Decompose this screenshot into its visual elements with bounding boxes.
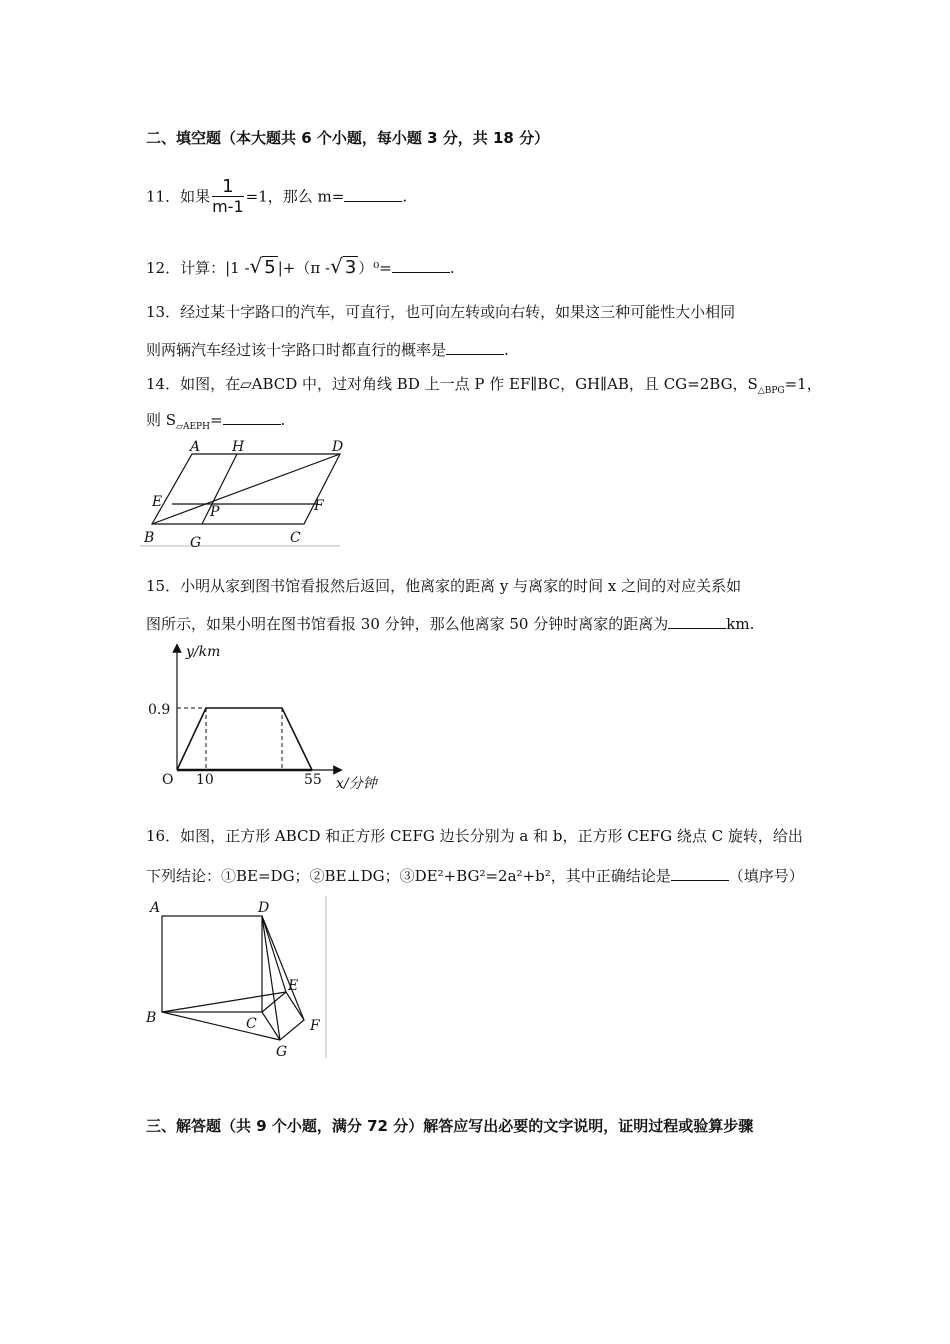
q16-text: 下列结论：①BE=DG；②BE⊥DG；③DE²+BG²=2a²+b²，其中正确结论是 (146, 867, 671, 885)
diagonal-bd (152, 454, 340, 524)
q14-line2-prefix: 则 S (146, 411, 177, 429)
question-15-line1: 15．小明从家到图书馆看报然后返回，他离家的距离 y 与离家的时间 x 之间的对应关系如 (146, 577, 742, 595)
x-axis-label: x/分钟 (336, 776, 377, 792)
segment-df (262, 916, 304, 1020)
segment-be (162, 992, 286, 1012)
q14-line2-suffix: = (209, 411, 223, 429)
q12-prefix: 12．计算： (146, 259, 226, 277)
label-g: G (276, 1044, 288, 1060)
label-d: D (258, 900, 270, 916)
q14-text: 14．如图，在▱ABCD 中，过对角线 BD 上一点 P 作 EF∥BC，GH∥AB，且 CG=2BG，S (146, 375, 758, 393)
label-c: C (246, 1016, 257, 1032)
question-13-line2 (146, 340, 509, 360)
q13-text: 则两辆汽车经过该十字路口时都直行的概率是 (146, 341, 447, 359)
q13-end: . (504, 341, 509, 359)
square-cefg (262, 992, 304, 1040)
fraction-numerator: 1 (212, 178, 244, 197)
question-14-line1 (146, 374, 822, 401)
question-14-line2 (146, 410, 285, 437)
q14-line2-subscript: ▱AEPH (176, 422, 210, 432)
sqrt-3: √ 3 (330, 254, 357, 278)
q11-suffix: =1，那么 m= (245, 187, 345, 206)
sqrt-5: √ 5 (249, 254, 276, 278)
fraction (212, 178, 244, 217)
q12-end: . (449, 259, 455, 277)
graph-line (177, 708, 312, 770)
q14-end: . (280, 411, 286, 429)
origin-label: O (162, 772, 174, 788)
q16-suffix: （填序号） (728, 867, 804, 885)
q12-mid: +（π - (282, 259, 331, 277)
question-16-line2 (146, 866, 804, 886)
label-e: E (152, 494, 163, 510)
fraction-denominator: m-1 (212, 197, 244, 216)
segment-dg (262, 916, 280, 1040)
label-g: G (190, 535, 202, 551)
section-title-3: 三、解答题（共 9 个小题，满分 72 分）解答应写出必要的文字说明，证明过程或验算步骤 (146, 1117, 754, 1135)
x-tick-label-2: 55 (304, 772, 322, 788)
answer-blank (392, 258, 450, 273)
question-15-line2 (146, 614, 754, 634)
answer-blank (223, 410, 281, 425)
q11-end: . (402, 187, 408, 206)
label-e: E (288, 978, 299, 994)
x-tick-label-1: 10 (196, 772, 214, 788)
answer-blank (671, 866, 729, 881)
q12-suffix: ）⁰= (358, 259, 392, 277)
q15-unit: km. (726, 615, 755, 633)
radicand-5: 5 (264, 257, 276, 278)
parallelogram-figure (140, 436, 350, 554)
q11-prefix: 11．如果 (146, 187, 211, 206)
label-f: F (314, 498, 324, 514)
q14-line1-end: =1， (784, 375, 822, 393)
answer-blank (446, 340, 504, 355)
label-a: A (190, 439, 201, 455)
y-tick-label: 0.9 (148, 702, 171, 718)
segment-de (262, 916, 286, 992)
abs-close: | (277, 259, 283, 277)
label-f: F (310, 1018, 320, 1034)
squares-figure (140, 896, 340, 1062)
distance-time-graph (140, 640, 390, 796)
question-16-line1: 16．如图，正方形 ABCD 和正方形 CEFG 边长分别为 a 和 b，正方形 CEFG 绕点 C 旋转，给出 (146, 827, 803, 845)
label-h: H (232, 439, 245, 455)
label-c: C (290, 530, 301, 546)
q14-subscript: △BPG (757, 386, 785, 396)
y-axis-label: y/km (186, 644, 221, 660)
label-a: A (150, 900, 161, 916)
answer-blank (668, 614, 726, 629)
question-12 (146, 256, 455, 278)
label-p: P (210, 504, 220, 520)
label-d: D (332, 439, 344, 455)
abs-open: |1 - (225, 259, 250, 277)
label-b: B (144, 530, 155, 546)
section-title: 二、填空题（本大题共 6 个小题，每小题 3 分，共 18 分） (146, 129, 550, 147)
question-11 (146, 178, 407, 217)
q15-text: 图所示，如果小明在图书馆看报 30 分钟，那么他离家 50 分钟时离家的距离为 (146, 615, 669, 633)
radicand-3: 3 (344, 257, 357, 278)
segment-gh (202, 454, 237, 524)
question-13-line1: 13．经过某十字路口的汽车，可直行，也可向左转或向右转，如果这三种可能性大小相同 (146, 303, 736, 321)
square-abcd (162, 916, 262, 1012)
segment-bg (162, 1012, 280, 1040)
answer-blank (344, 187, 402, 202)
label-b: B (146, 1010, 157, 1026)
